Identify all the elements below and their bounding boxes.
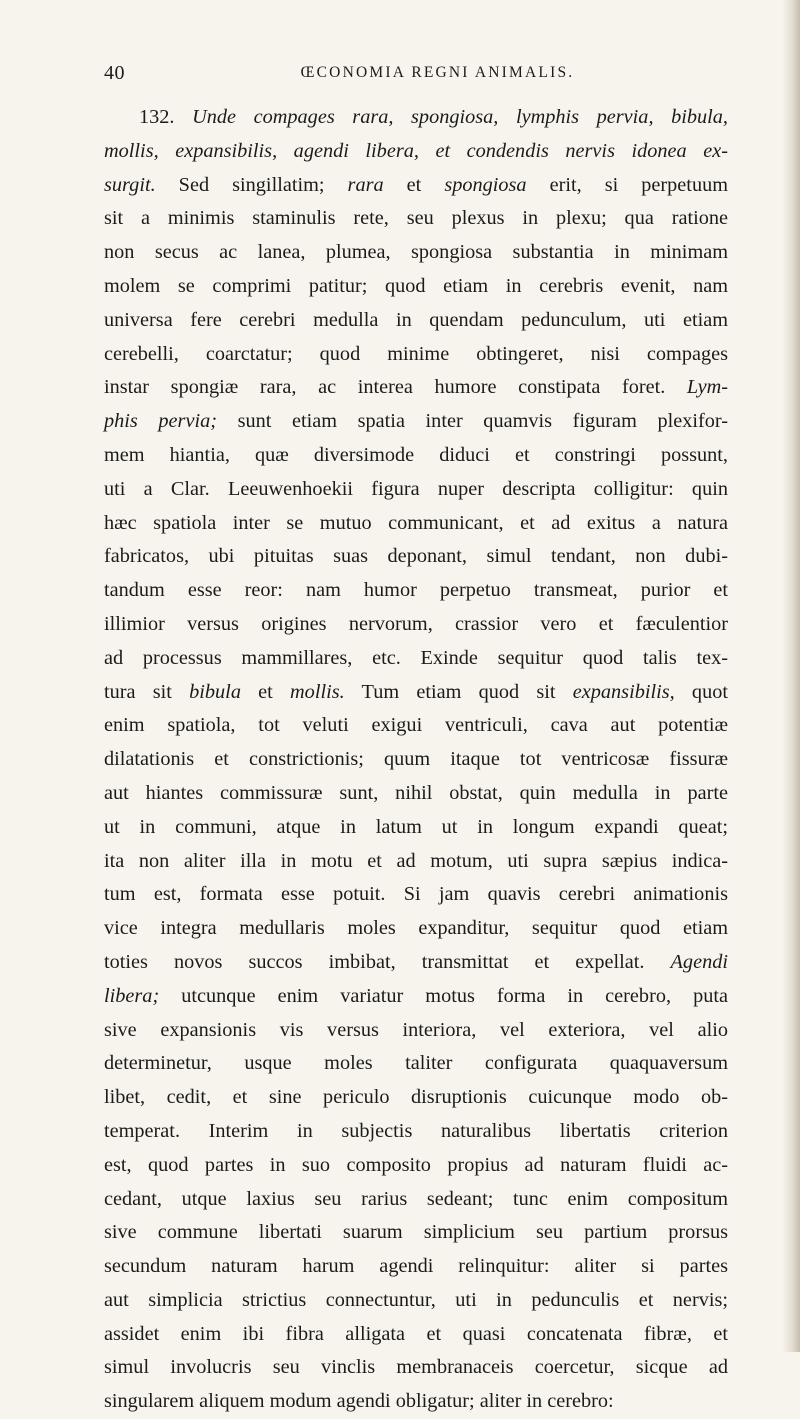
- text-run: Sed singillatim;: [155, 173, 348, 196]
- text-run: aut simplicia strictius connectuntur, uti in pedunculis et nervis;: [104, 1288, 728, 1311]
- text-line: [104, 1149, 728, 1183]
- italic-text: bibula: [189, 680, 241, 703]
- text-run: secundum naturam harum agendi relinquitur: aliter si partes: [104, 1255, 728, 1278]
- text-run: hæc spatiola inter se mutuo communicant, et ad exitus a natura: [104, 511, 728, 534]
- text-line: [104, 1216, 728, 1250]
- text-run: enim spatiola, tot veluti exigui ventriculi, cava aut potentiæ: [104, 714, 728, 737]
- text-line: [104, 439, 728, 473]
- text-run: toties novos succos imbibat, transmittat et expellat.: [104, 950, 671, 973]
- body-text: [104, 101, 728, 1419]
- text-run: universa fere cerebri medulla in quendam pedunculum, uti etiam: [104, 308, 728, 331]
- text-line: [104, 777, 728, 811]
- text-run: Tum etiam quod sit: [344, 680, 573, 703]
- text-run: erit, si perpetuum: [526, 173, 728, 196]
- page-edge-shadow: [782, 0, 800, 1352]
- text-line: [104, 608, 728, 642]
- text-line: [104, 169, 728, 203]
- text-line: [104, 405, 728, 439]
- text-line: [104, 338, 728, 372]
- text-line: [104, 1014, 728, 1048]
- italic-text: expansibilis,: [572, 680, 675, 703]
- text-line: [104, 1115, 728, 1149]
- text-line: [104, 946, 728, 980]
- text-run: fabricatos, ubi pituitas suas deponant, simul tendant, non dubi-: [104, 545, 728, 568]
- text-line: [104, 1250, 728, 1284]
- italic-text: rara: [347, 173, 384, 196]
- text-run: tum est, formata esse potuit. Si jam quavis cerebri animationis: [104, 883, 728, 906]
- paragraph-number: 132.: [139, 106, 193, 128]
- running-title: ŒCONOMIA REGNI ANIMALIS.: [300, 64, 575, 81]
- text-line: [104, 642, 728, 676]
- text-line: [104, 1351, 728, 1385]
- text-run: ut in communi, atque in latum ut in longum expandi queat;: [104, 815, 728, 838]
- text-run: utcunque enim variatur motus forma in cerebro, puta: [159, 984, 728, 1007]
- text-line: [104, 912, 728, 946]
- text-line: [104, 507, 728, 541]
- text-line: [104, 845, 728, 879]
- text-run: aut hiantes commissuræ sunt, nihil obstat, quin medulla in parte: [104, 781, 728, 804]
- text-line: [104, 101, 728, 135]
- text-line: [104, 270, 728, 304]
- text-run: quot: [674, 680, 728, 703]
- text-line: [104, 980, 728, 1014]
- italic-text: Agendi: [670, 950, 728, 973]
- italic-text: mollis, expansibilis, agendi libera, et condendis nervis idonea ex-: [104, 139, 728, 162]
- text-line: [104, 1183, 728, 1217]
- italic-text: Lym-: [686, 376, 728, 399]
- text-run: cerebelli, coarctatur; quod minime obtingeret, nisi compages: [104, 342, 728, 365]
- text-run: ad processus mammillares, etc. Exinde sequitur quod talis tex-: [104, 646, 728, 669]
- text-line: [104, 202, 728, 236]
- text-line: [104, 574, 728, 608]
- text-run: cedant, utque laxius seu rarius sedeant; tunc enim compositum: [104, 1187, 728, 1210]
- text-run: assidet enim ibi fibra alligata et quasi concatenata fibræ, et: [104, 1322, 728, 1345]
- text-run: sive expansionis vis versus interiora, vel exteriora, vel alio: [104, 1018, 728, 1041]
- page-number: 40: [104, 62, 125, 84]
- text-run: molem se comprimi patitur; quod etiam in cerebris evenit, nam: [104, 274, 728, 297]
- text-run: ita non aliter illa in motu et ad motum, uti supra sæpius indica-: [104, 849, 728, 872]
- italic-text: mollis.: [290, 680, 345, 703]
- text-run: est, quod partes in suo composito propius ad naturam fluidi ac-: [104, 1153, 728, 1176]
- text-line: [104, 371, 728, 405]
- text-run: illimior versus origines nervorum, crassior vero et fæculentior: [104, 612, 728, 635]
- text-run: tura sit: [104, 680, 190, 703]
- text-line: [104, 473, 728, 507]
- text-line: [104, 1047, 728, 1081]
- text-run: dilatationis et constrictionis; quum itaque tot ventricosæ fissuræ: [104, 748, 728, 771]
- italic-text: libera;: [104, 984, 160, 1007]
- text-run: mem hiantia, quæ diversimode diduci et constringi possunt,: [104, 443, 728, 466]
- text-line: [104, 811, 728, 845]
- text-line: [104, 878, 728, 912]
- italic-text: surgit.: [104, 173, 156, 196]
- text-line: [104, 540, 728, 574]
- text-line: [104, 1318, 728, 1352]
- text-run: non secus ac lanea, plumea, spongiosa substantia in minimam: [104, 241, 728, 264]
- text-line: [104, 676, 728, 710]
- page-header: [104, 62, 731, 92]
- text-run: singularem aliquem modum agendi obligatur; aliter in cerebro:: [104, 1390, 614, 1413]
- text-run: uti a Clar. Leeuwenhoekii figura nuper descripta colligitur: quin: [104, 477, 728, 500]
- text-run: sunt etiam spatia inter quamvis figuram plexifor-: [216, 410, 728, 433]
- italic-text: phis pervia;: [104, 410, 217, 433]
- italic-text: spongiosa: [444, 173, 527, 196]
- text-run: instar spongiæ rara, ac interea humore constipata foret.: [104, 376, 687, 399]
- text-run: sive commune libertati suarum simplicium seu partium prorsus: [104, 1221, 728, 1244]
- text-line: [104, 1081, 728, 1115]
- text-run: et: [240, 680, 291, 703]
- text-line: [104, 304, 728, 338]
- text-run: et: [383, 173, 445, 196]
- text-run: sit a minimis staminulis rete, seu plexus in plexu; qua ratione: [104, 207, 728, 230]
- italic-text: Unde compages rara, spongiosa, lymphis pervia, bibula,: [192, 106, 729, 128]
- text-run: simul involucris seu vinclis membranaceis coercetur, sicque ad: [104, 1356, 728, 1379]
- text-line: [104, 743, 728, 777]
- text-line: [104, 1284, 728, 1318]
- text-line: [104, 709, 728, 743]
- text-run: libet, cedit, et sine periculo disruptionis cuicunque modo ob-: [104, 1086, 728, 1109]
- text-line: [104, 236, 728, 270]
- text-line: [104, 1385, 728, 1419]
- text-run: tandum esse reor: nam humor perpetuo transmeat, purior et: [104, 579, 728, 602]
- text-line: [104, 135, 728, 169]
- text-run: vice integra medullaris moles expanditur, sequitur quod etiam: [104, 917, 728, 940]
- text-run: determinetur, usque moles taliter configurata quaquaversum: [104, 1052, 728, 1075]
- text-run: temperat. Interim in subjectis naturalibus libertatis criterion: [104, 1119, 728, 1142]
